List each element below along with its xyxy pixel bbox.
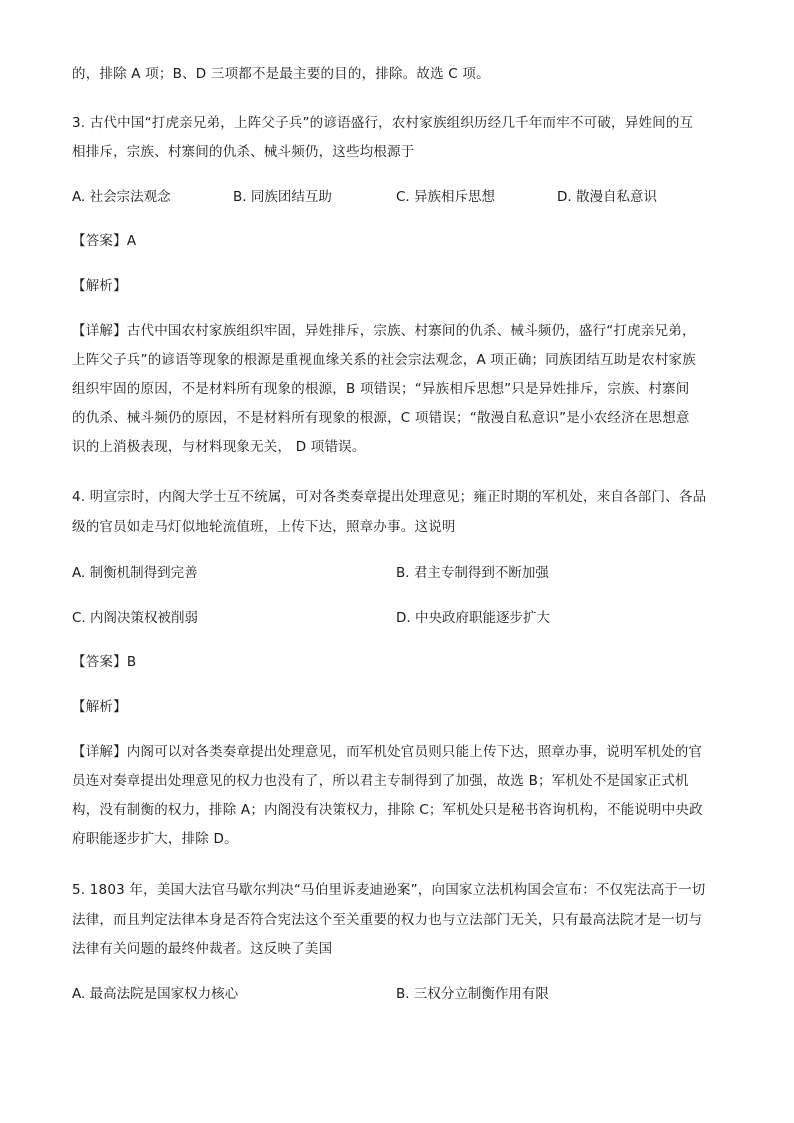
q3-detail-line2: 上阵父子兵”的谚语等现象的根源是重视血缘关系的社会宗法观念，A 项正确；同族团结互助是农村家族 — [72, 352, 696, 368]
q3-detail-line3: 组织牢固的原因，不是材料所有现象的根源，B 项错误；“异族相斥思想”只是异姓排斥，宗族、村寨间 — [72, 381, 690, 397]
q3-option-c: C. 异族相斥思想 — [396, 189, 496, 205]
q5-option-b: B. 三权分立制衡作用有限 — [396, 986, 549, 1002]
q5-stem-line3: 法律有关问题的最终仲裁者。这反映了美国 — [72, 941, 333, 957]
q4-analysis-label: 【解析】 — [72, 699, 127, 715]
q3-option-d: D. 散漫自私意识 — [557, 189, 657, 205]
answer-label: 【答案】 — [72, 654, 127, 670]
q4-stem-line1: 4. 明宣宗时，内阁大学士互不统属，可对各类奏章提出处理意见；雍正时期的军机处，来自各部门、各品 — [72, 489, 707, 505]
q3-stem-line1: 3. 古代中国“打虎亲兄弟，上阵父子兵”的谚语盛行，农村家族组织历经几千年而牢不可破，异姓间的互 — [72, 115, 694, 131]
q4-option-c: C. 内阁决策权被削弱 — [72, 610, 199, 626]
q5-stem-line1: 5. 1803 年，美国大法官马歇尔判决“马伯里诉麦迪逊案”，向国家立法机构国会宣布：不仅宪法高于一切 — [72, 882, 706, 898]
q5-option-a: A. 最高法院是国家权力核心 — [72, 986, 239, 1002]
answer-value: A — [126, 233, 137, 249]
q4-detail-line2: 员连对奏章提出处理意见的权力也没有了，所以君主专制得到了加强，故选 B；军机处不是国家正式机 — [72, 773, 689, 789]
q5-stem-line2: 法律，而且判定法律本身是否符合宪法这个至关重要的权力也与立法部门无关，只有最高法院才是一切与 — [72, 912, 703, 928]
q3-detail-line5: 识的上消极表现，与材料现象无关， D 项错误。 — [72, 439, 366, 455]
q3-detail-line1: 【详解】古代中国农村家族组织牢固，异姓排斥，宗族、村寨间的仇杀、械斗频仍，盛行“打虎亲兄弟， — [72, 323, 696, 339]
q4-answer — [72, 652, 732, 672]
q3-detail-line4: 的仇杀、械斗频仍的原因，不是材料所有现象的根源，C 项错误；“散漫自私意识”是小农经济在思想意 — [72, 410, 690, 426]
q4-option-d: D. 中央政府职能逐步扩大 — [396, 610, 550, 626]
q3-answer — [72, 231, 732, 251]
q3-option-a: A. 社会宗法观念 — [72, 189, 171, 205]
q4-detail-line1: 【详解】内阁可以对各类奏章提出处理意见，而军机处官员则只能上传下达，照章办事，说明军机处的官 — [72, 744, 703, 760]
q4-option-b: B. 君主专制得到不断加强 — [396, 565, 549, 581]
q4-stem-line2: 级的官员如走马灯似地轮流值班，上传下达，照章办事。这说明 — [72, 519, 456, 535]
q4-detail-line3: 构，没有制衡的权力，排除 A；内阁没有决策权力，排除 C；军机处只是秘书咨询机构，不能说明中央政 — [72, 802, 703, 818]
answer-value: B — [126, 654, 137, 670]
q3-option-b: B. 同族团结互助 — [233, 189, 332, 205]
answer-label: 【答案】 — [72, 233, 127, 249]
q4-option-a: A. 制衡机制得到完善 — [72, 565, 198, 581]
q4-detail-line4: 府职能逐步扩大，排除 D。 — [72, 831, 238, 847]
q3-stem-line2: 相排斥，宗族、村寨间的仇杀、械斗频仍，这些均根源于 — [72, 144, 415, 160]
q3-analysis-label: 【解析】 — [72, 278, 127, 294]
intro-line: 的，排除 A 项；B、D 三项都不是最主要的目的，排除。故选 C 项。 — [72, 66, 490, 82]
